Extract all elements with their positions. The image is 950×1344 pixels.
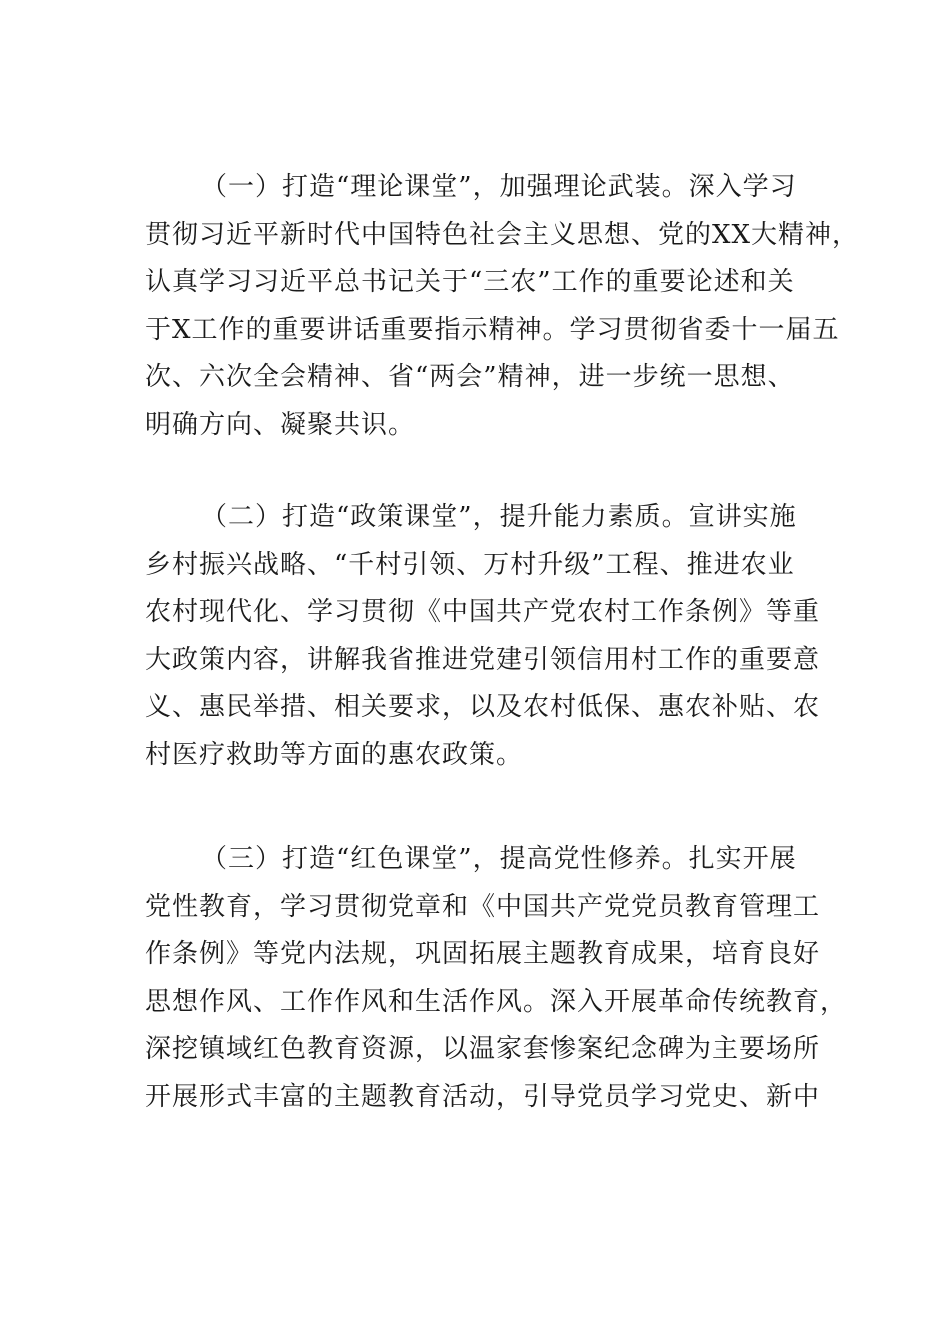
paragraph-line: 贯彻习近平新时代中国特色社会主义思想、党的XX大精神， [145, 219, 860, 250]
paragraph-line: 深挖镇域红色教育资源，以温家套惨案纪念碑为主要场所 [145, 1034, 821, 1064]
paragraph-line: 农村现代化、学习贯彻《中国共产党农村工作条例》等重 [145, 597, 821, 627]
paragraph-line: 义、惠民举措、相关要求，以及农村低保、惠农补贴、农 [145, 692, 821, 722]
paragraph-line: 党性教育，学习贯彻党章和《中国共产党党员教育管理工 [145, 891, 821, 922]
paragraph-red-classroom [145, 836, 848, 1121]
paragraph-line: 明确方向、凝聚共识。 [145, 409, 416, 440]
paragraph-line: 村医疗救助等方面的惠农政策。 [145, 739, 524, 770]
paragraph-policy-classroom [145, 494, 821, 779]
paragraph-line: 次、六次全会精神、省“两会”精神，进一步统一思想、 [145, 362, 795, 392]
paragraph-line: 乡村振兴战略、“千村引领、万村升级”工程、推进农业 [145, 549, 795, 580]
paragraph-line: （一）打造“理论课堂”，加强理论武装。深入学习 [201, 172, 797, 202]
paragraph-line: 开展形式丰富的主题教育活动，引导党员学习党史、新中 [145, 1081, 821, 1112]
paragraph-line: 作条例》等党内法规，巩固拓展主题教育成果，培育良好 [145, 939, 821, 969]
paragraph-line: 思想作风、工作作风和生活作风。深入开展革命传统教育， [145, 986, 848, 1017]
paragraph-line: 大政策内容，讲解我省推进党建引领信用村工作的重要意 [145, 644, 821, 675]
paragraph-theory-classroom [145, 164, 860, 449]
paragraph-line: 于X工作的重要讲话重要指示精神。学习贯彻省委十一届五 [145, 314, 840, 345]
paragraph-line: （二）打造“政策课堂”，提升能力素质。宣讲实施 [201, 502, 797, 532]
paragraph-line: （三）打造“红色课堂”，提高党性修养。扎实开展 [201, 844, 797, 874]
paragraph-line: 认真学习习近平总书记关于“三农”工作的重要论述和关 [145, 267, 795, 297]
